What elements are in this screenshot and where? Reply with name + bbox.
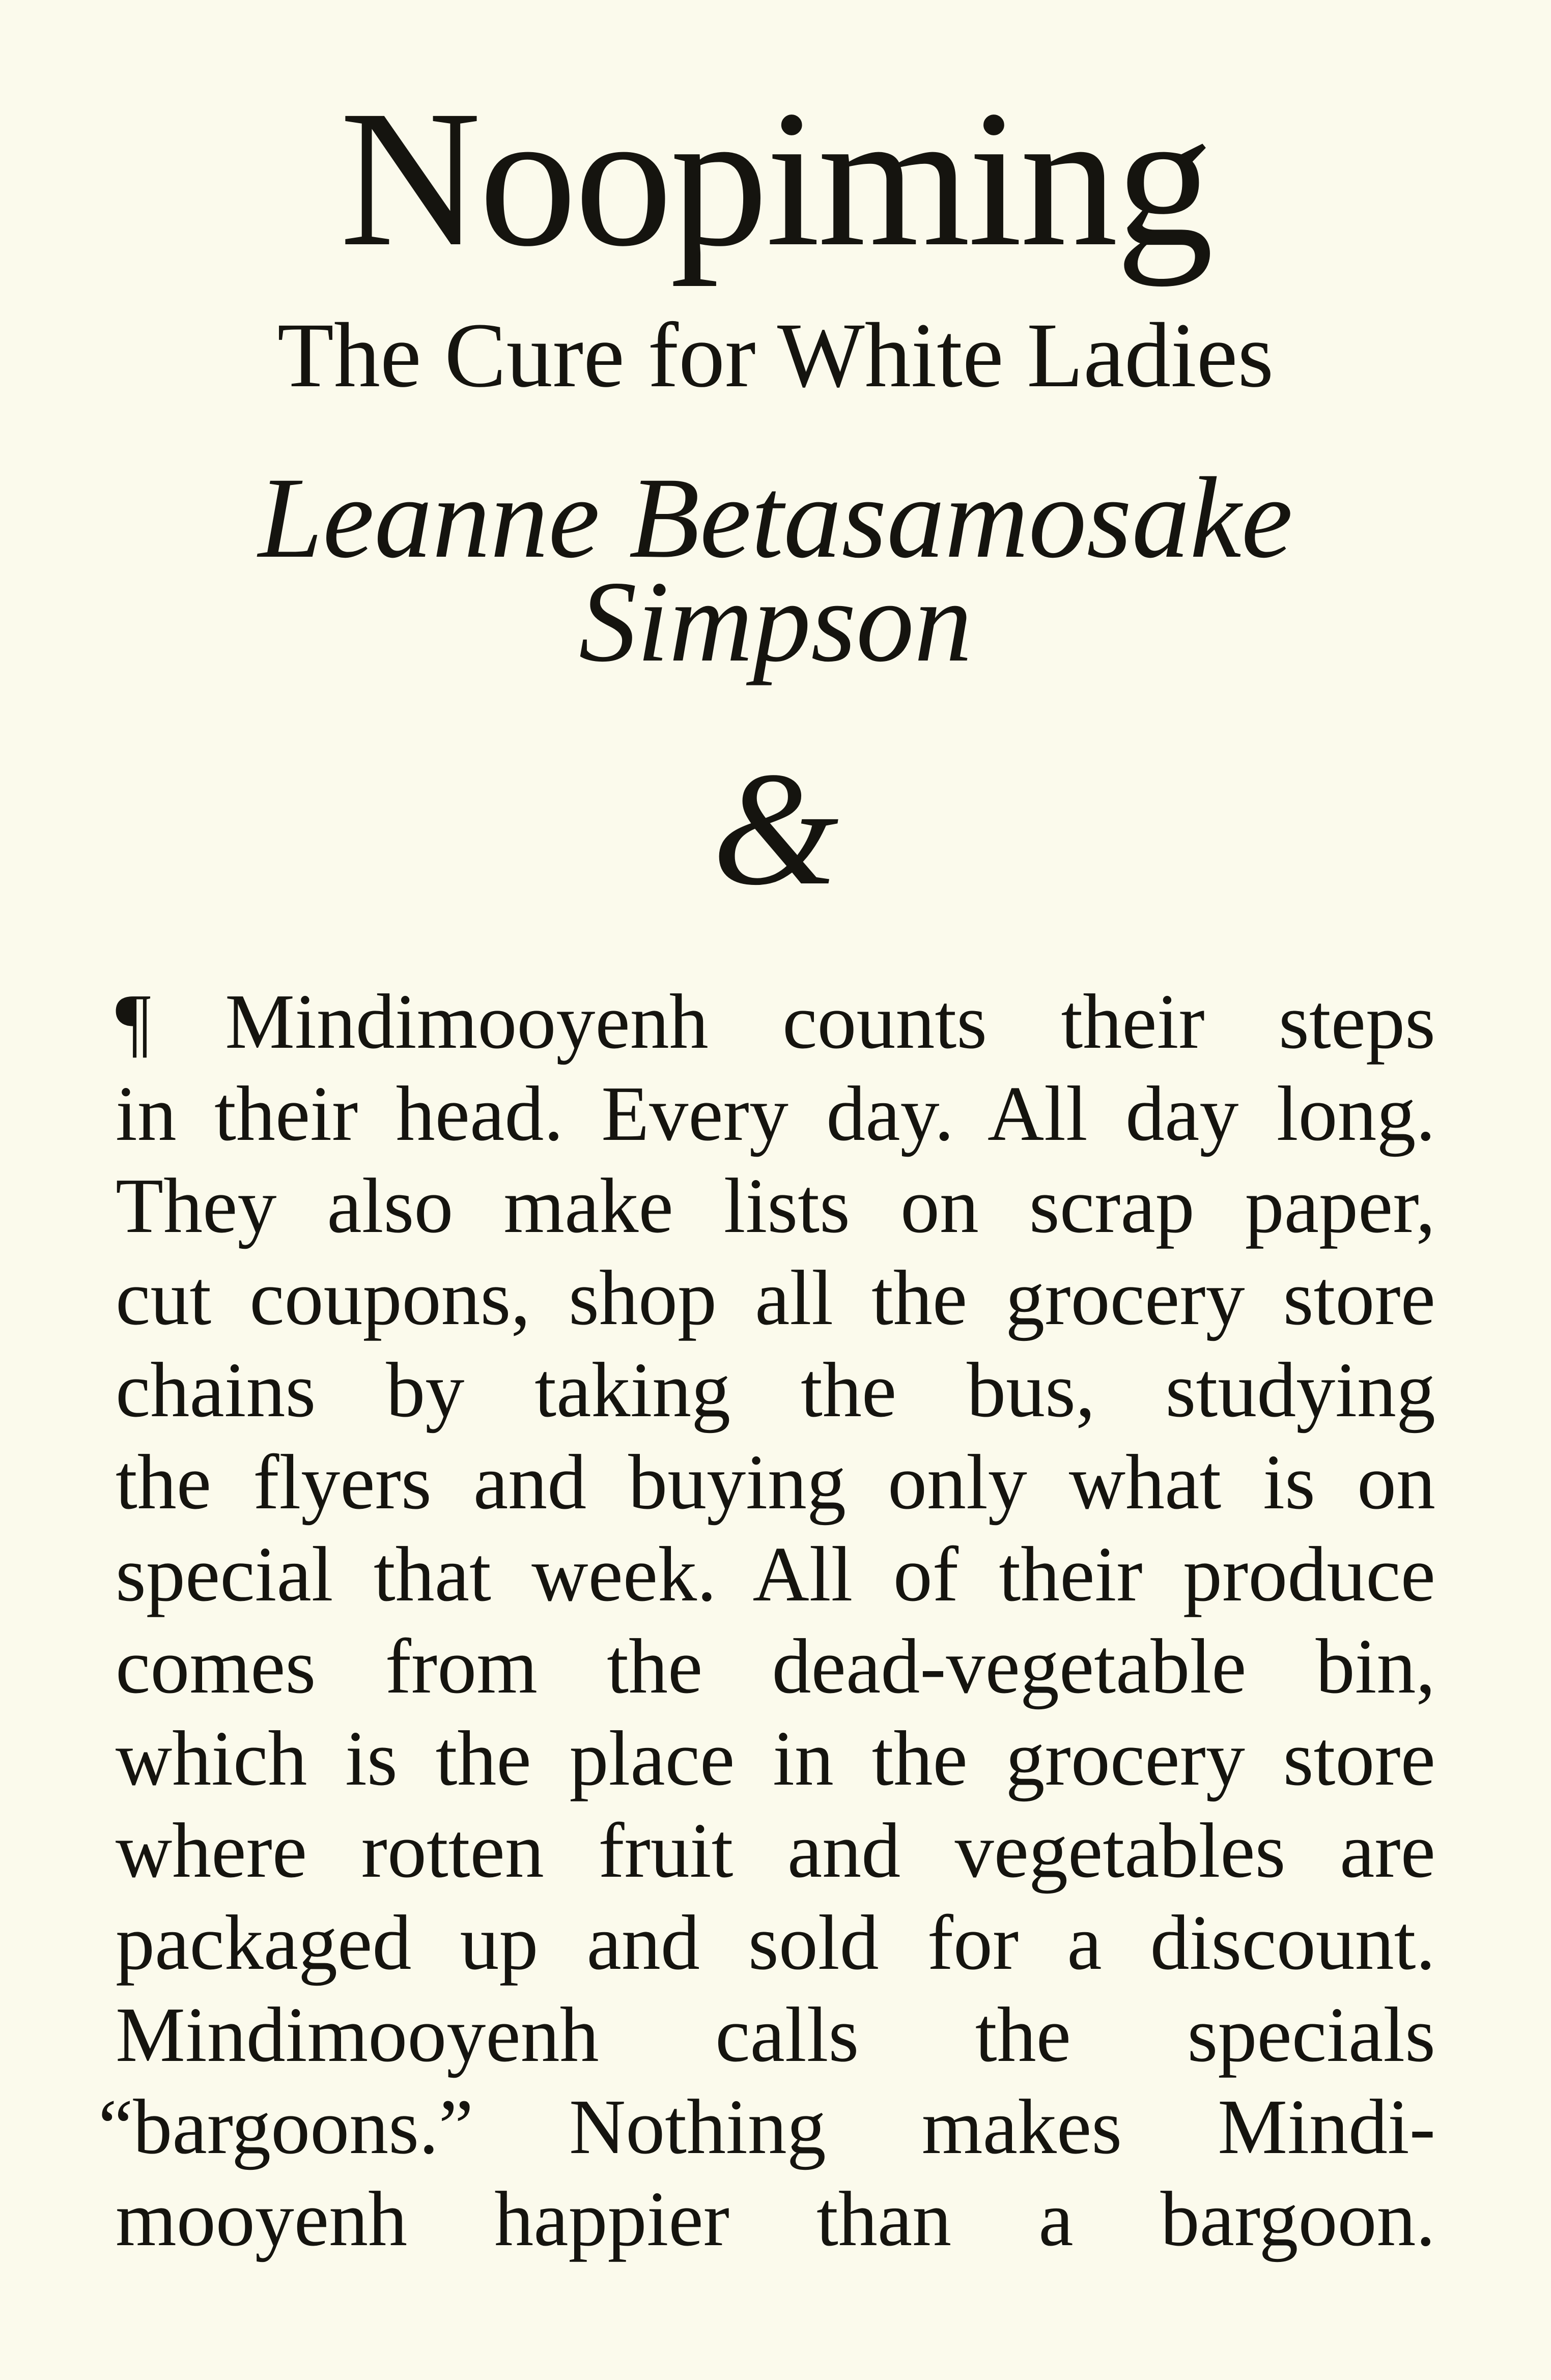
body-line: Mindimooyenh calls the specials xyxy=(116,1992,1435,2078)
body-line: comes from the dead-vegetable bin, xyxy=(116,1623,1435,1710)
author-line-1: Leanne Betasamosake xyxy=(258,454,1293,582)
body-line: which is the place in the grocery store xyxy=(116,1715,1435,1802)
body-line: “bargoons.” Nothing makes Mindi- xyxy=(98,2084,1435,2170)
body-line: ¶ Mindimooyenh counts their steps xyxy=(116,979,1435,1065)
body-paragraph xyxy=(98,976,1435,2266)
body-line: packaged up and sold for a discount. xyxy=(116,1900,1435,1986)
book-subtitle: The Cure for White Ladies xyxy=(277,304,1274,407)
body-line: in their head. Every day. All day long. xyxy=(116,1071,1435,1157)
author-name xyxy=(0,454,1551,686)
author-line-2: Simpson xyxy=(579,558,972,686)
body-line: special that week. All of their produce xyxy=(116,1531,1435,1618)
body-line: They also make lists on scrap paper, xyxy=(116,1163,1435,1249)
ampersand-divider: & xyxy=(712,739,839,919)
body-line: chains by taking the bus, studying xyxy=(116,1347,1435,1433)
body-line: cut coupons, shop all the grocery store xyxy=(116,1255,1435,1341)
body-line: where rotten fruit and vegetables are xyxy=(116,1808,1435,1894)
book-title: Noopiming xyxy=(340,70,1211,287)
body-line: mooyenh happier than a bargoon. xyxy=(116,2176,1435,2262)
body-line: the flyers and buying only what is on xyxy=(116,1439,1435,1526)
